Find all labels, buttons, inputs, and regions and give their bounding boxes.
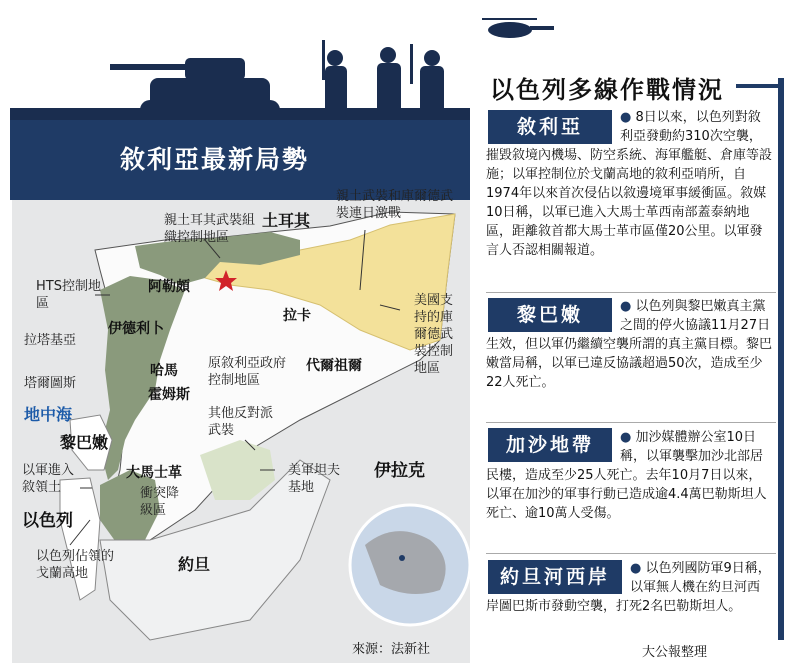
section-text-gaza: 加沙媒體辦公室10日稱，以軍襲擊加沙北部居民樓，造成至少25人死亡。去年10月7日以來，以軍在加沙的軍事行動已造成逾4.4萬巴勒斯坦人死亡、逾10萬人受傷。 [486, 430, 767, 521]
label-aleppo: 阿勒頗 [148, 279, 190, 295]
section-divider-3 [486, 553, 776, 554]
label-idf-entry: 以軍進入敘領土 [22, 463, 75, 495]
label-tartus: 塔爾圖斯 [24, 376, 77, 391]
section-body-westbank: ● 以色列國防軍9日稱，以軍無人機在約旦河西岸圖巴斯市發動空襲，打死2名巴勒斯坦人。 [486, 561, 771, 614]
helicopter-silhouette [482, 18, 554, 38]
label-latakia: 拉塔基亞 [24, 333, 77, 348]
label-mediterranean: 地中海 [24, 405, 73, 424]
label-raqqa: 拉卡 [283, 308, 311, 324]
label-us-base: 美軍坦夫基地 [288, 463, 341, 495]
label-lebanon: 黎巴嫩 [60, 433, 109, 452]
section-heading-westbank: 約旦河西岸 [488, 560, 622, 594]
label-turkey-backed: 親土耳其武裝組織控制地區 [164, 213, 256, 245]
panel-rule-top [736, 84, 784, 88]
label-hama: 哈馬 [150, 363, 178, 379]
label-idlib: 伊德利卜 [108, 321, 164, 337]
label-turkey: 土耳其 [262, 211, 311, 230]
section-divider-2 [486, 422, 776, 423]
label-jordan: 約旦 [178, 555, 211, 574]
label-govt: 原敘利亞政府控制地區 [208, 356, 287, 388]
label-kurdish-fighting: 親土武裝和庫爾德武裝連日激戰 [336, 189, 454, 221]
panel-rule [778, 78, 784, 640]
label-golan: 以色列佔領的戈蘭高地 [36, 549, 115, 581]
section-body-syria: ● 8日以來，以色列對敘利亞發動約310次空襲，摧毀敘境內機場、防空系統、海軍艦艇、倉庫等設施；以軍控制位於戈蘭高地的敘利亞哨所，自1974年以來首次侵佔以敘邊境軍事緩衝區。敘媒10日稱，以軍已進入大馬士革西南部蓋泰納地區，距離敘首都大馬士革市區僅20公里。以軍發言人否認相關報道。 [486, 110, 773, 258]
section-text-lebanon: 以色列與黎巴嫩真主黨之間的停火協議11月27日生效，但以軍仍繼續空襲所謂的真主黨目標。黎巴嫩當局稱，以軍已違反協議超過50次，造成至少22人死亡。 [486, 299, 773, 390]
section-text-westbank: 以色列國防軍9日稱，以軍無人機在約旦河西岸圖巴斯市發動空襲，打死2名巴勒斯坦人。 [486, 561, 771, 614]
map-title: 敘利亞最新局勢 [120, 145, 310, 174]
section-heading-lebanon: 黎巴嫩 [488, 298, 612, 332]
section-heading-gaza: 加沙地帶 [488, 428, 612, 462]
label-buffer: 衝突降級區 [140, 486, 180, 518]
label-israel: 以色列 [22, 511, 73, 531]
section-text-syria: 8日以來，以色列對敘利亞發動約310次空襲，摧毀敘境內機場、防空系統、海軍艦艇、倉庫等設施；以軍控制位於戈蘭高地的敘利亞哨所，自1974年以來首次侵佔以敘邊境軍事緩衝區。敘媒10日稱，以軍已進入大馬士革西南部蓋泰納地區，距離敘首都大馬士革市區僅20公里。以軍發言人否認相關報道。 [486, 110, 773, 258]
label-us-kurdish: 美國支持的庫爾德武裝控制地區 [414, 293, 454, 376]
section-body-gaza: ● 加沙媒體辦公室10日稱，以軍襲擊加沙北部居民樓，造成至少25人死亡。去年10月7日以來，以軍在加沙的軍事行動已造成逾4.4萬巴勒斯坦人死亡、逾10萬人受傷。 [486, 430, 767, 521]
soldier-silhouette [322, 40, 444, 118]
section-body-lebanon: ● 以色列與黎巴嫩真主黨之間的停火協議11月27日生效，但以軍仍繼續空襲所謂的真主黨目標。黎巴嫩當局稱，以軍已違反協議超過50次，造成至少22人死亡。 [486, 299, 773, 390]
label-other-opposition: 其他反對派武裝 [208, 406, 274, 438]
section-divider-1 [486, 292, 776, 293]
label-iraq: 伊拉克 [374, 461, 425, 481]
source-note: 來源：法新社 [352, 642, 431, 657]
label-deir: 代爾祖爾 [306, 358, 362, 374]
label-hts: HTS控制地區 [36, 279, 101, 311]
label-damascus: 大馬士革 [126, 465, 182, 481]
section-heading-syria: 敘利亞 [488, 110, 612, 144]
panel-title: 以色列多線作戰情況 [490, 76, 724, 104]
credit-note: 大公報整理 [642, 645, 708, 660]
label-homs: 霍姆斯 [148, 387, 190, 403]
